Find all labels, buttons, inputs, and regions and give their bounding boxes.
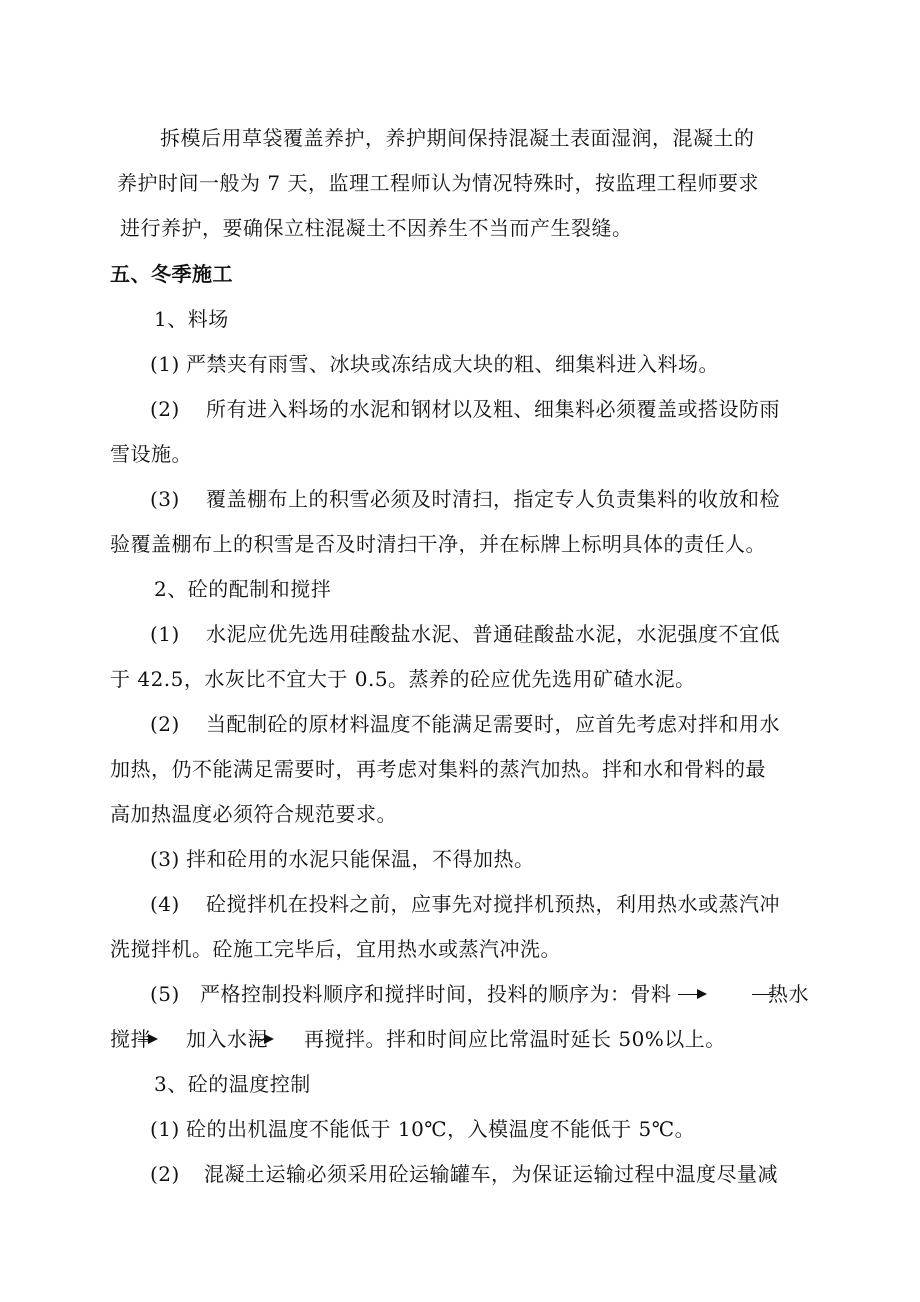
list-item-text: 混凝土运输必须采用砼运输罐车，为保证运输过程中温度尽量减 [204, 1162, 778, 1186]
list-item-text: 热水 [768, 982, 809, 1006]
list-item-num: (1) [150, 622, 180, 646]
list-item-text: 雪设施。 [110, 442, 192, 466]
subsection-title-mixing: 2、砼的配制和搅拌 [154, 577, 332, 601]
list-item-num: (2) [150, 712, 180, 736]
list-item-text: 严格控制投料顺序和搅拌时间，投料的顺序为：骨料 [200, 982, 672, 1006]
list-item-text: 所有进入料场的水泥和钢材以及粗、细集料必须覆盖或搭设防雨 [206, 397, 780, 421]
list-item-text: 再搅拌。拌和时间应比常温时延长 50%以上。 [304, 1027, 726, 1051]
list-item-text: 验覆盖棚布上的积雪是否及时清扫干净，并在标牌上标明具体的责任人。 [110, 532, 766, 556]
list-item-text: 加入水泥 [186, 1027, 268, 1051]
list-item-text: 砼的出机温度不能低于 10℃，入模温度不能低于 5℃。 [186, 1117, 696, 1141]
list-item-num: (5) [150, 982, 180, 1006]
flow-arrow-icon [148, 1034, 158, 1044]
list-item-text: 当配制砼的原材料温度不能满足需要时，应首先考虑对拌和用水 [206, 712, 780, 736]
list-item-num: (1) [150, 352, 180, 376]
list-item-num: (2) [150, 397, 180, 421]
list-item-text: 高加热温度必须符合规范要求。 [110, 802, 397, 826]
flow-arrow-icon [264, 1034, 274, 1044]
list-item-text: 覆盖棚布上的积雪必须及时清扫，指定专人负责集料的收放和检 [206, 487, 780, 511]
list-item-text: 水泥应优先选用硅酸盐水泥、普通硅酸盐水泥，水泥强度不宜低 [206, 622, 780, 646]
list-item-text: 于 42.5，水灰比不宜大于 0.5。蒸养的砼应优先选用矿碴水泥。 [110, 667, 696, 691]
list-item-text: 拌和砼用的水泥只能保温，不得加热。 [186, 847, 535, 871]
list-item-text: 加热，仍不能满足需要时，再考虑对集料的蒸汽加热。拌和水和骨料的最 [110, 757, 766, 781]
paragraph-curing-line-2: 养护时间一般为 7 天，监理工程师认为情况特殊时，按监理工程师要求 [117, 171, 759, 195]
list-item-text: 洗搅拌机。砼施工完毕后，宜用热水或蒸汽冲洗。 [110, 937, 561, 961]
subsection-title-stockyard: 1、料场 [154, 307, 229, 331]
subsection-title-temperature: 3、砼的温度控制 [154, 1072, 311, 1096]
flow-arrow-icon [697, 989, 707, 999]
list-item-text: 严禁夹有雨雪、冰块或冻结成大块的粗、细集料进入料场。 [186, 352, 719, 376]
list-item-num: (1) [150, 1117, 180, 1141]
flow-arrow-shaft [678, 994, 698, 995]
paragraph-curing-line-3: 进行养护，要确保立柱混凝土不因养生不当而产生裂缝。 [120, 216, 633, 240]
list-item-text: 砼搅拌机在投料之前，应事先对搅拌机预热，利用热水或蒸汽冲 [206, 892, 780, 916]
list-item-num: (3) [150, 847, 180, 871]
list-item-text: 搅拌 [110, 1027, 151, 1051]
section-heading-winter-construction: 五、冬季施工 [110, 262, 233, 286]
list-item-num: (4) [150, 892, 180, 916]
list-item-num: (2) [150, 1162, 180, 1186]
paragraph-curing-line-1: 拆模后用草袋覆盖养护，养护期间保持混凝土表面湿润，混凝土的 [160, 126, 755, 150]
list-item-num: (3) [150, 487, 180, 511]
